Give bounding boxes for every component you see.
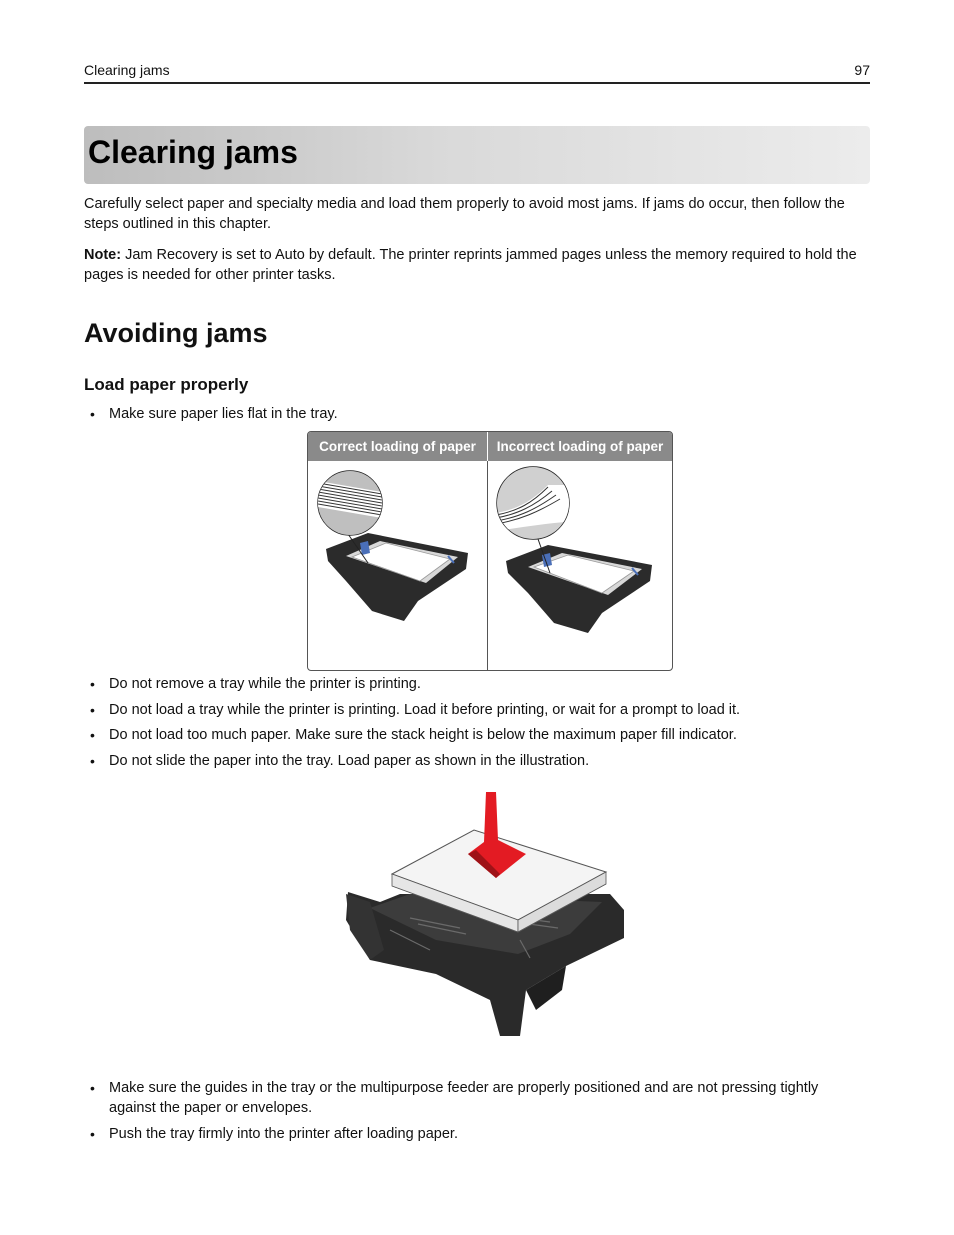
list-item: [90, 404, 870, 424]
list-item: [90, 700, 870, 720]
list-item: [90, 674, 870, 694]
list-item: [90, 1078, 870, 1118]
list-item: [90, 725, 870, 745]
list-item: [90, 1124, 870, 1144]
list-item-text: Do not remove a tray while the printer is printing.: [109, 676, 421, 692]
section-heading: Avoiding jams: [84, 318, 268, 348]
list-item-text: Push the tray firmly into the printer after loading paper.: [109, 1126, 458, 1142]
tray-loading-illustration: [340, 790, 630, 1040]
subsection-heading: Load paper properly: [84, 375, 249, 394]
correct-loading-header: Correct loading of paper: [308, 432, 488, 461]
list-item: [90, 751, 870, 771]
list-item-text: Do not load a tray while the printer is printing. Load it before printing, or wait for a prompt to load it.: [109, 702, 741, 718]
list-item-text: Do not slide the paper into the tray. Load paper as shown in the illustration.: [109, 753, 590, 769]
bullet-glyph: •: [90, 753, 95, 769]
chapter-title: Clearing jams: [88, 134, 298, 170]
bullet-glyph: •: [90, 1126, 95, 1142]
page-number: 97: [854, 62, 870, 78]
paper-loading-comparison-figure: [307, 431, 673, 671]
correct-loading-illustration: [308, 461, 487, 670]
running-header: [84, 60, 870, 84]
note-paragraph: [84, 245, 874, 285]
bullet-glyph: •: [90, 406, 95, 422]
note-text: Jam Recovery is set to Auto by default. The printer reprints jammed pages unless the memory required to hold the pages is needed for other printer tasks.: [84, 247, 857, 283]
incorrect-loading-header: Incorrect loading of paper: [488, 432, 672, 461]
list-item-text: Do not load too much paper. Make sure the stack height is below the maximum paper fill indicator.: [109, 727, 737, 743]
note-label: Note:: [84, 247, 122, 263]
bullet-glyph: •: [90, 676, 95, 692]
bullet-glyph: •: [90, 727, 95, 743]
running-header-title: Clearing jams: [84, 62, 170, 78]
list-item-text: Make sure the guides in the tray or the multipurpose feeder are properly positioned and are not pressing tightly against the paper or envelopes.: [109, 1080, 819, 1116]
bullet-glyph: •: [90, 1080, 95, 1096]
chapter-title-band: [84, 126, 870, 184]
incorrect-loading-illustration: [488, 461, 672, 670]
bullet-glyph: •: [90, 702, 95, 718]
intro-paragraph: Carefully select paper and specialty media and load them properly to avoid most jams. If jams do occur, then follow the steps outlined in this chapter.: [84, 196, 845, 232]
list-item-text: Make sure paper lies flat in the tray.: [109, 406, 338, 422]
